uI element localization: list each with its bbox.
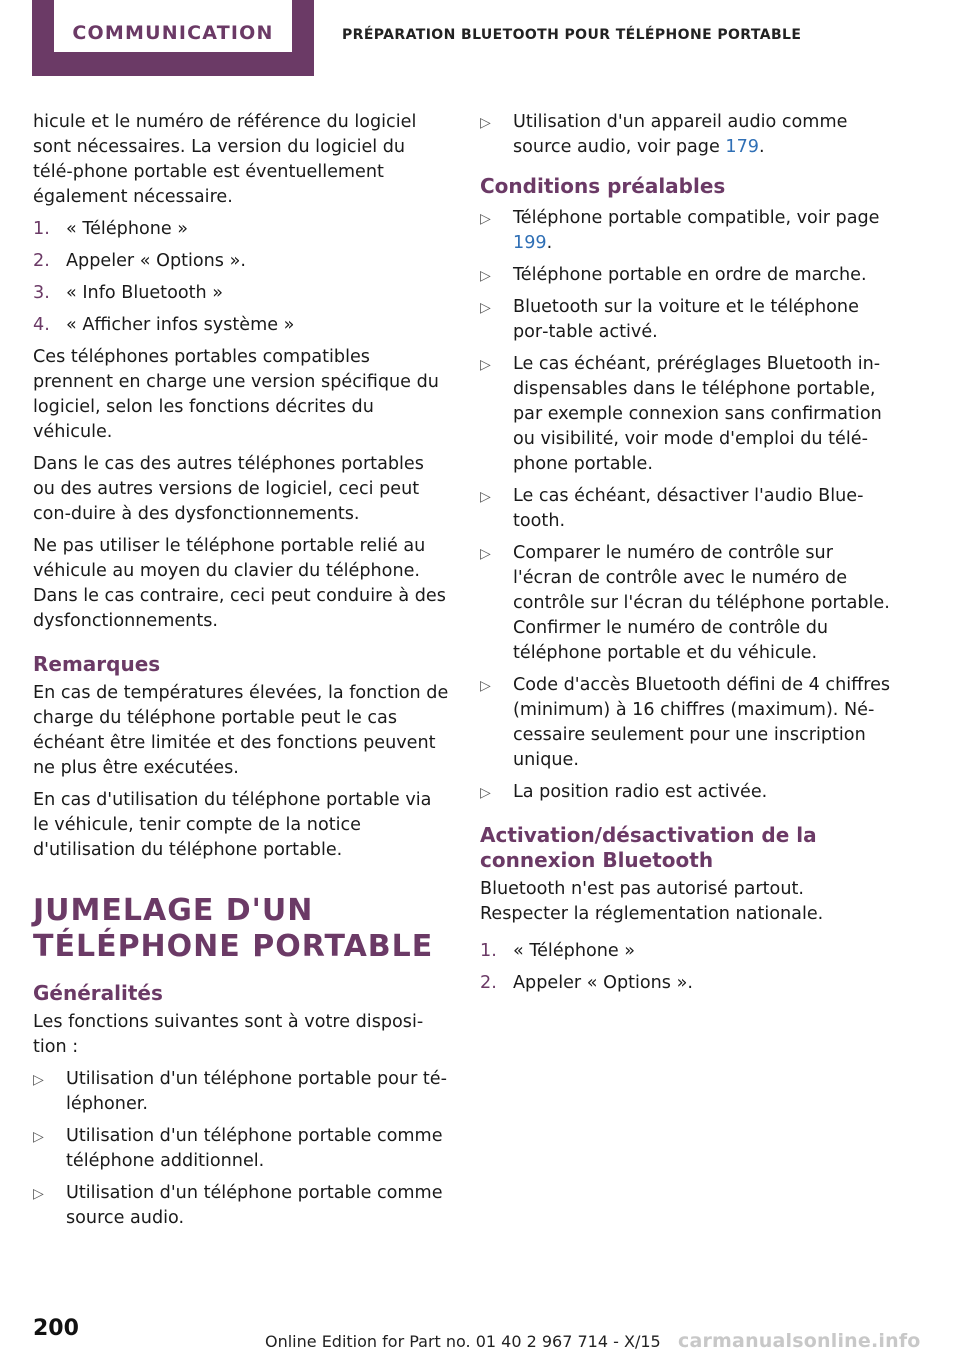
list-item <box>480 780 896 805</box>
keypad-warning-paragraph: Ne pas utiliser le téléphone portable relié au véhicule au moyen du clavier du téléphone. Dans le cas contraire, ceci peut conduire à des dysfonctionnements. <box>33 536 446 631</box>
right-column <box>480 110 896 1003</box>
list-item <box>33 249 449 274</box>
bullet-text: Le cas échéant, préréglages Bluetooth in‐dispensables dans le téléphone portable, par exemple connexion sans confirmation ou visibilité, voir mode d'emploi du télé‐phone portable. <box>513 354 882 474</box>
step-text: « Téléphone » <box>513 941 636 961</box>
other-phones-paragraph: Dans le cas des autres téléphones portables ou des autres versions de logiciel, ceci peut con‐duire à des dysfonctionnements. <box>33 454 424 524</box>
bullet-text: Utilisation d'un appareil audio comme source audio, voir page <box>513 112 848 157</box>
remarques-paragraph-1: En cas de températures élevées, la fonction de charge du téléphone portable peut le cas échéant être limitée et des fonctions peuvent ne plus être exécutées. <box>33 683 449 778</box>
step-text: Appeler « Options ». <box>513 973 693 993</box>
step-number: 2. <box>480 973 497 993</box>
triangle-bullet-icon: ▷ <box>480 357 491 373</box>
step-number: 1. <box>33 219 50 239</box>
list-item <box>33 281 449 306</box>
bullet-text: Utilisation d'un téléphone portable comme téléphone additionnel. <box>66 1126 443 1171</box>
watermark: carmanualsonline.info <box>678 1330 921 1352</box>
bullet-text: Le cas échéant, désactiver l'audio Blue‐tooth. <box>513 486 864 531</box>
steps-list-left <box>33 217 449 338</box>
list-item <box>480 206 896 256</box>
page-number: 200 <box>33 1316 79 1341</box>
bullet-text: Code d'accès Bluetooth défini de 4 chiffres (minimum) à 16 chiffres (maximum). Né‐cessaire seulement pour une inscription unique. <box>513 675 891 770</box>
list-item <box>480 939 896 964</box>
list-item <box>480 110 896 160</box>
intro-paragraph: hicule et le numéro de référence du logiciel sont nécessaires. La version du logiciel du télé‐phone portable est éventuellement également nécessaire. <box>33 112 417 207</box>
bullet-text: Utilisation d'un téléphone portable comme source audio. <box>66 1183 443 1228</box>
list-item <box>33 313 449 338</box>
bullet-text: Téléphone portable en ordre de marche. <box>513 265 867 285</box>
compat-paragraph: Ces téléphones portables compatibles prennent en charge une version spécifique du logiciel, selon les fonctions décrites du véhicule. <box>33 347 439 442</box>
list-item <box>480 971 896 996</box>
step-text: « Téléphone » <box>66 219 189 239</box>
list-item <box>480 352 896 477</box>
activation-paragraph: Bluetooth n'est pas autorisé partout. Respecter la réglementation nationale. <box>480 879 824 924</box>
section-tab-label: COMMUNICATION <box>72 22 274 44</box>
list-item <box>480 484 896 534</box>
conditions-heading: Conditions préalables <box>480 174 726 198</box>
section-heading: JUMELAGE D'UN TÉLÉPHONE PORTABLE <box>33 893 434 964</box>
triangle-bullet-icon: ▷ <box>480 268 491 284</box>
list-item <box>480 541 896 666</box>
step-number: 2. <box>33 251 50 271</box>
bullet-text: La position radio est activée. <box>513 782 768 802</box>
list-item <box>480 263 896 288</box>
list-item <box>480 295 896 345</box>
step-text: « Afficher infos système » <box>66 315 295 335</box>
remarques-paragraph-2: En cas d'utilisation du téléphone portable via le véhicule, tenir compte de la notice d'utilisation du téléphone portable. <box>33 790 432 860</box>
generalites-paragraph: Les fonctions suivantes sont à votre disposi‐tion : <box>33 1012 424 1057</box>
bullet-text: Comparer le numéro de contrôle sur l'écran de contrôle avec le numéro de contrôle sur l'écran du téléphone portable. Confirmer le numéro de contrôle du téléphone portable et du véhicule. <box>513 543 890 663</box>
section-tab-label-box <box>54 0 292 52</box>
functions-list-continued <box>480 110 896 160</box>
generalites-heading: Généralités <box>33 981 163 1005</box>
triangle-bullet-icon: ▷ <box>33 1129 44 1145</box>
step-number: 4. <box>33 315 50 335</box>
list-item <box>33 217 449 242</box>
bullet-text: Téléphone portable compatible, voir page <box>513 208 880 228</box>
page-link-199[interactable]: 199 <box>513 233 547 253</box>
left-column <box>33 110 449 1238</box>
triangle-bullet-icon: ▷ <box>480 678 491 694</box>
functions-list <box>33 1067 449 1231</box>
remarques-heading: Remarques <box>33 652 161 676</box>
bullet-text-end: . <box>546 233 553 253</box>
page-link-179[interactable]: 179 <box>725 137 759 157</box>
list-item <box>33 1181 449 1231</box>
section-tab <box>32 0 314 76</box>
step-number: 3. <box>33 283 50 303</box>
steps-list-right <box>480 939 896 996</box>
bullet-text-end: . <box>758 137 765 157</box>
conditions-list <box>480 206 896 805</box>
list-item <box>33 1124 449 1174</box>
step-number: 1. <box>480 941 497 961</box>
triangle-bullet-icon: ▷ <box>480 115 491 131</box>
activation-heading: Activation/désactivation de la connexion Bluetooth <box>480 823 817 872</box>
triangle-bullet-icon: ▷ <box>480 211 491 227</box>
triangle-bullet-icon: ▷ <box>480 300 491 316</box>
triangle-bullet-icon: ▷ <box>480 546 491 562</box>
step-text: « Info Bluetooth » <box>66 283 224 303</box>
page-header-title: PRÉPARATION BLUETOOTH POUR TÉLÉPHONE PORTABLE <box>342 27 802 43</box>
list-item <box>480 673 896 773</box>
triangle-bullet-icon: ▷ <box>480 785 491 801</box>
triangle-bullet-icon: ▷ <box>33 1186 44 1202</box>
bullet-text: Bluetooth sur la voiture et le téléphone por‐table activé. <box>513 297 859 342</box>
list-item <box>33 1067 449 1117</box>
triangle-bullet-icon: ▷ <box>33 1072 44 1088</box>
edition-footer: Online Edition for Part no. 01 40 2 967 714 - X/15 <box>265 1332 661 1351</box>
step-text: Appeler « Options ». <box>66 251 246 271</box>
bullet-text: Utilisation d'un téléphone portable pour té‐léphoner. <box>66 1069 447 1114</box>
triangle-bullet-icon: ▷ <box>480 489 491 505</box>
